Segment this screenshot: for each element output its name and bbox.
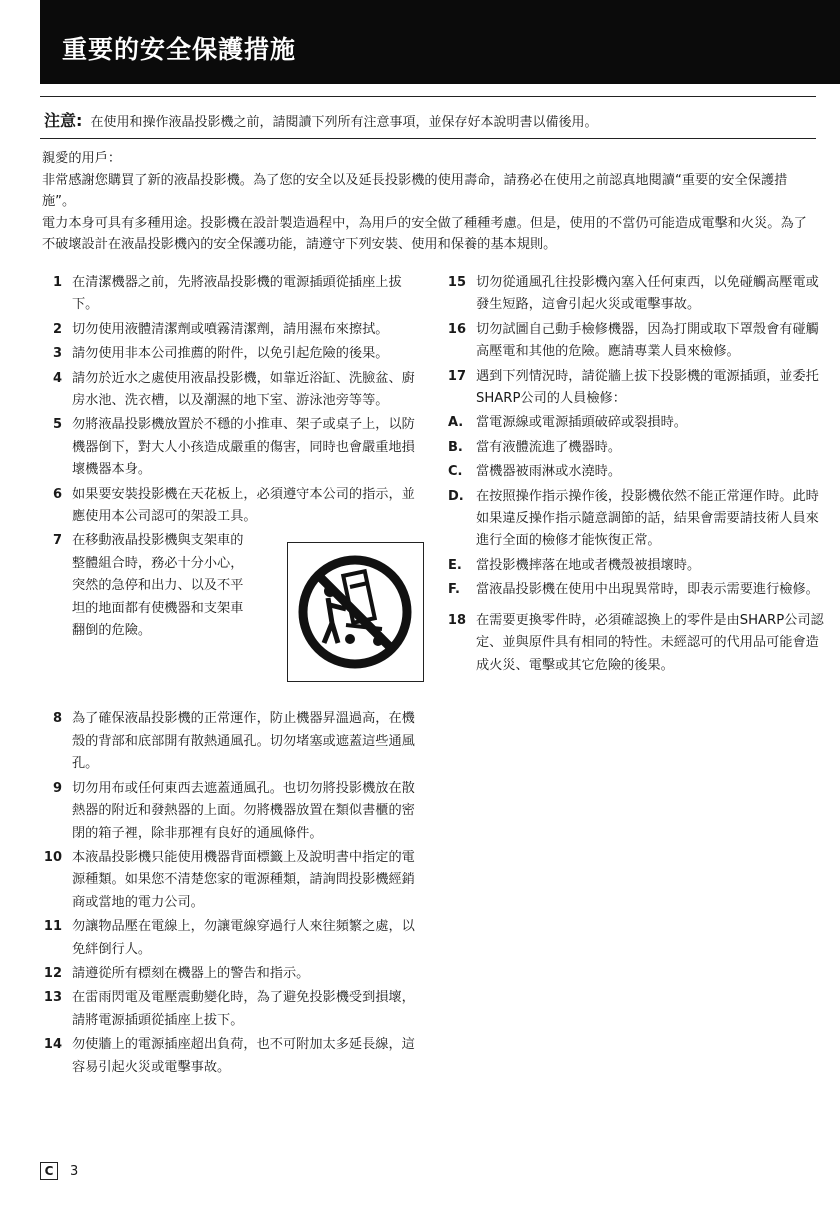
list-item (40, 847, 422, 914)
item-number: E. (448, 557, 462, 573)
item-text: 在清潔機器之前，先將液晶投影機的電源插頭從插座上拔下。 (72, 275, 402, 313)
list-item (40, 319, 422, 341)
no-cart-tipping-icon (287, 542, 424, 682)
item-text: 在移動液晶投影機與支架車的整體組合時，務必十分小心，突然的急停和出力、以及不平坦的地面都有使機器和支架車翻倒的危險。 (72, 533, 244, 639)
item-text: 在需要更換零件時，必須確認換上的零件是由SHARP公司認定、並與原件具有相同的特性。未經認可的代用品可能會造成火災、電擊或其它危險的後果。 (476, 612, 824, 673)
list-item (40, 484, 422, 529)
item-number: 4 (52, 370, 62, 386)
item-text: 請勿於近水之處使用液晶投影機，如靠近浴缸、洗臉盆、廚房水池、洗衣槽，以及潮濕的地下室、游泳池旁等等。 (72, 370, 415, 409)
top-divider (40, 96, 816, 97)
intro-paragraph-2: 電力本身可具有多種用途。投影機在設計製造過程中，為用戶的安全做了種種考慮。但是，使用的不當仍可能造成電擊和火災。為了不破壞設計在液晶投影機內的安全保護功能，請遵守下列安裝、使用和保養的基本規則。 (42, 215, 807, 252)
list-item (444, 555, 824, 577)
notice-text: 在使用和操作液晶投影機之前，請閱讀下列所有注意事項，並保存好本說明書以備後用。 (90, 115, 598, 130)
item-number: D. (448, 488, 464, 504)
intro-greeting: 親愛的用戶： (42, 151, 122, 166)
list-item (40, 414, 422, 481)
header-band (40, 0, 840, 84)
item-number: 13 (43, 990, 62, 1006)
item-text: 請勿使用非本公司推薦的附件，以免引起危險的後果。 (72, 346, 389, 362)
item-number: 16 (447, 321, 466, 337)
item-number: 5 (52, 417, 62, 433)
item-number: C. (448, 464, 463, 480)
page-title: 重要的安全保護措施 (62, 35, 297, 64)
item-number: 14 (43, 1037, 62, 1053)
item-number: A. (448, 415, 464, 431)
list-item (40, 272, 422, 317)
item-text: 請遵從所有標刻在機器上的警告和指示。 (72, 965, 310, 981)
list-item (40, 343, 422, 365)
list-item (40, 1034, 422, 1079)
item-text: 切勿從通風孔往投影機內塞入任何東西，以免碰觸高壓電或發生短路，這會引起火災或電擊事故。 (476, 275, 819, 313)
notice-divider (40, 138, 816, 139)
list-item (444, 319, 824, 364)
list-item-7 (40, 530, 422, 708)
item-text: 為了確保液晶投影機的正常運作，防止機器昇溫過高，在機殼的背部和底部開有散熱通風孔。切勿堵塞或遮蓋這些通風孔。 (72, 711, 415, 772)
item-number: 11 (43, 919, 62, 935)
item-number: 12 (43, 965, 62, 981)
intro (42, 148, 818, 256)
item-text: 在雷雨閃電及電壓震動變化時，為了避免投影機受到損壞，請將電源插頭從插座上拔下。 (72, 990, 415, 1028)
page-footer (40, 1162, 78, 1180)
item-number: 7 (52, 533, 62, 549)
item-number: 15 (447, 275, 466, 290)
item-text: 當機器被雨淋或水澆時。 (476, 464, 622, 480)
list-item (444, 610, 824, 677)
list-item (40, 916, 422, 961)
list-item (444, 486, 824, 553)
item-text: 遇到下列情況時，請從牆上拔下投影機的電源插頭，並委托SHARP公司的人員檢修： (476, 368, 819, 407)
notice-label: 注意: (44, 111, 83, 130)
list-item (444, 579, 824, 601)
intro-paragraph-1: 非常感謝您購買了新的液晶投影機。為了您的安全以及延長投影機的使用壽命，請務必在使用之前認真地閱讀“重要的安全保護措施”。 (42, 172, 788, 209)
page-number: 3 (70, 1163, 79, 1179)
item-number: 17 (447, 368, 466, 384)
item-text: 如果要安裝投影機在天花板上，必須遵守本公司的指示，並應使用本公司認可的架設工具。 (72, 486, 415, 525)
item-number: 3 (52, 346, 62, 362)
item-number: 1 (52, 275, 62, 290)
item-text: 勿使牆上的電源插座超出負荷，也不可附加太多延長線，這容易引起火災或電擊事故。 (72, 1037, 415, 1075)
list-item (444, 272, 824, 317)
item-text: 切勿用布或任何東西去遮蓋通風孔。也切勿將投影機放在散熱器的附近和發熱器的上面。勿將機器放置在類似書櫃的密閉的箱子裡，除非那裡有良好的通風條件。 (72, 780, 415, 841)
list-item (444, 412, 824, 434)
item-number: 8 (52, 711, 62, 727)
item-text: 勿讓物品壓在電線上，勿讓電線穿過行人來往頻繁之處，以免絆倒行人。 (72, 919, 415, 957)
item-number: F. (448, 582, 460, 598)
list-item (40, 708, 422, 775)
left-column (40, 272, 422, 1081)
item-text: 當電源線或電源插頭破碎或裂損時。 (476, 415, 687, 431)
item-text: 當投影機摔落在地或者機殼被損壞時。 (476, 557, 701, 573)
list-item (444, 461, 824, 483)
item-number: 6 (52, 486, 62, 502)
item-number: 9 (52, 780, 62, 796)
list-item (40, 963, 422, 985)
item-text: 當有液體流進了機器時。 (476, 439, 622, 455)
list-item (444, 366, 824, 411)
item-text: 本液晶投影機只能使用機器背面標籤上及說明書中指定的電源種類。如果您不清楚您家的電源種類，請詢問投影機經銷商或當地的電力公司。 (72, 849, 415, 910)
item-number: 10 (43, 849, 62, 865)
notice (44, 108, 814, 131)
item-text: 切勿試圖自己動手檢修機器，因為打開或取下罩殼會有碰觸高壓電和其他的危險。應請專業人員來檢修。 (476, 321, 819, 360)
item-number: 18 (447, 612, 466, 628)
right-column (444, 272, 824, 679)
item-text: 在按照操作指示操作後，投影機依然不能正常運作時。此時如果違反操作指示隨意調節的話，結果會需要請技術人員來進行全面的檢修才能恢復正常。 (476, 488, 819, 549)
list-item (40, 987, 422, 1032)
item-text: 當液晶投影機在使用中出現異常時，即表示需要進行檢修。 (476, 582, 819, 598)
list-item (444, 437, 824, 459)
item-number: 2 (52, 321, 62, 337)
item-number: B. (448, 439, 463, 455)
list-item (40, 778, 422, 845)
list-item (40, 368, 422, 413)
item-text: 勿將液晶投影機放置於不穩的小推車、架子或桌子上，以防機器倒下，對大人小孩造成嚴重的傷害，同時也會嚴重地損壞機器本身。 (72, 417, 415, 478)
language-mark-c: C (40, 1162, 58, 1180)
item-text: 切勿使用液體清潔劑或噴霧清潔劑，請用濕布來擦拭。 (72, 321, 389, 337)
